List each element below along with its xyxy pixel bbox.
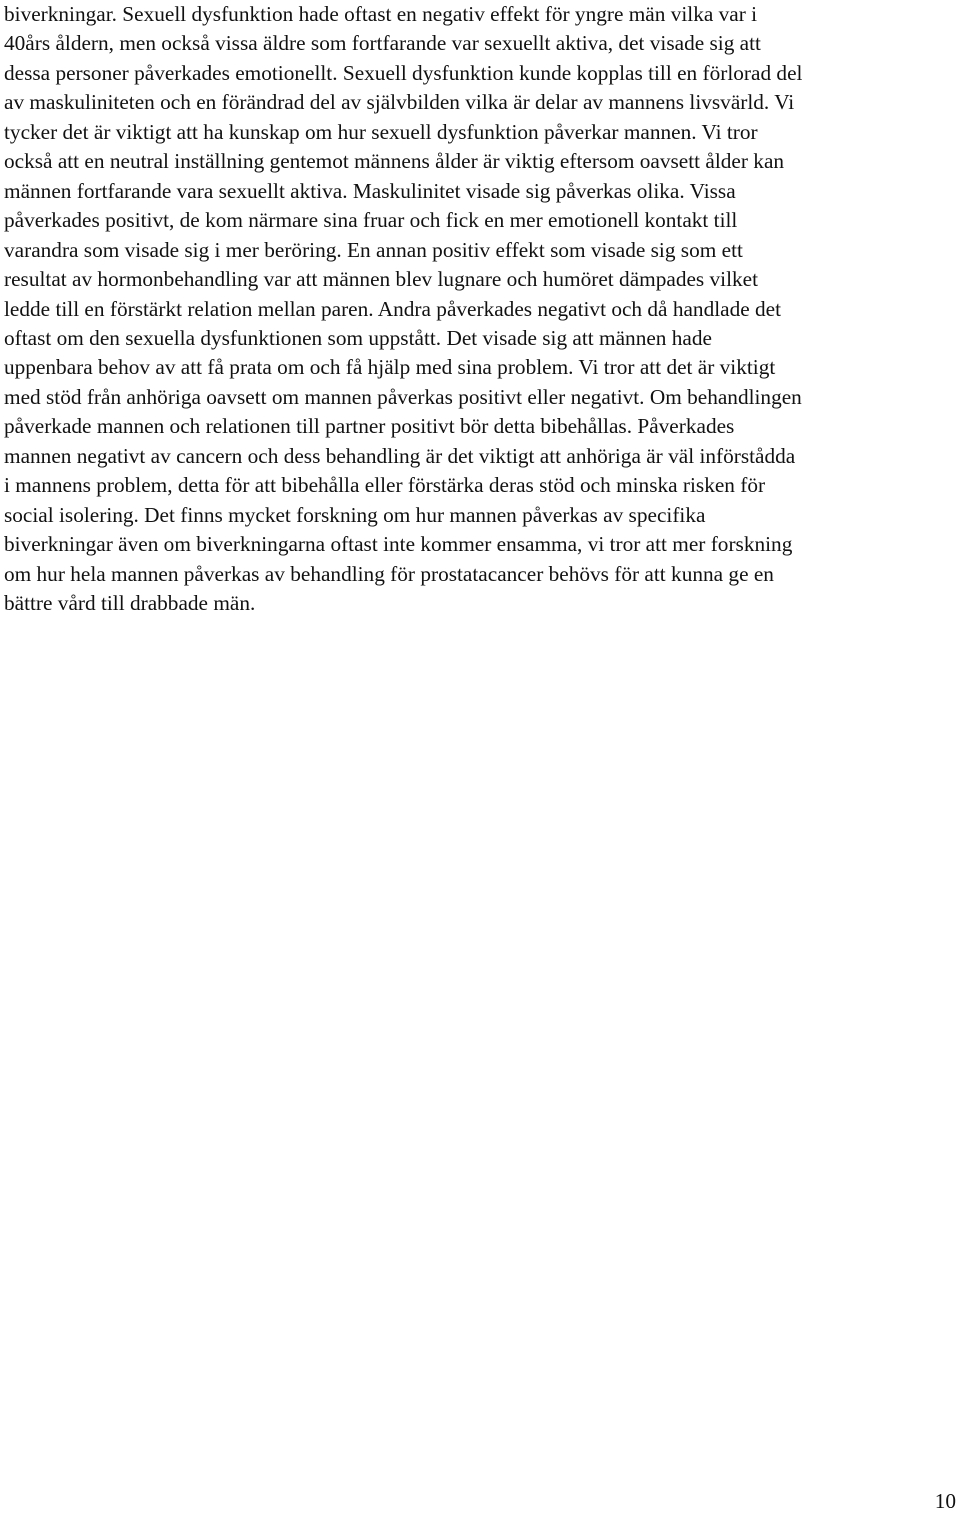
text-line: dessa personer påverkades emotionellt. Sexuell dysfunktion kunde kopplas till en förlorad del: [4, 60, 803, 85]
text-line: 40års åldern, men också vissa äldre som fortfarande var sexuellt aktiva, det visade sig att: [4, 31, 761, 56]
text-line: påverkade mannen och relationen till partner positivt bör detta bibehållas. Påverkades: [4, 414, 735, 439]
text-line: resultat av hormonbehandling var att männen blev lugnare och humöret dämpades vilket: [4, 267, 759, 292]
text-line: tycker det är viktigt att ha kunskap om hur sexuell dysfunktion påverkar mannen. Vi tror: [4, 119, 758, 144]
text-line: påverkades positivt, de kom närmare sina fruar och fick en mer emotionell kontakt till: [4, 208, 738, 233]
text-line: varandra som visade sig i mer beröring. En annan positiv effekt som visade sig som ett: [4, 237, 743, 262]
text-line: oftast om den sexuella dysfunktionen som uppstått. Det visade sig att männen hade: [4, 325, 712, 350]
text-line: biverkningar. Sexuell dysfunktion hade oftast en negativ effekt för yngre män vilka var i: [4, 2, 758, 26]
text-line: bättre vård till drabbade män.: [4, 591, 256, 616]
text-line: om hur hela mannen påverkas av behandling för prostatacancer behövs för att kunna ge en: [4, 561, 774, 586]
text-line: biverkningar även om biverkningarna oftast inte kommer ensamma, vi tror att mer forskning: [4, 532, 793, 557]
page-number: 10: [934, 1489, 956, 1513]
text-line: social isolering. Det finns mycket forskning om hur mannen påverkas av specifika: [4, 502, 706, 527]
text-line: männen fortfarande vara sexuellt aktiva. Maskulinitet visade sig påverkas olika. Vissa: [4, 178, 736, 203]
text-line: mannen negativt av cancern och dess behandling är det viktigt att anhöriga är väl införstådda: [4, 443, 796, 468]
body-paragraph: [4, 0, 956, 619]
text-line: uppenbara behov av att få prata om och få hjälp med sina problem. Vi tror att det är viktigt: [4, 355, 776, 380]
text-line: i mannens problem, detta för att bibehålla eller förstärka deras stöd och minska risken för: [4, 473, 766, 498]
text-line: med stöd från anhöriga oavsett om mannen påverkas positivt eller negativt. Om behandlingen: [4, 384, 802, 409]
text-line: också att en neutral inställning gentemot männens ålder är viktig eftersom oavsett ålder kan: [4, 149, 785, 174]
text-line: av maskuliniteten och en förändrad del av självbilden vilka är delar av mannens livsvärld. Vi: [4, 90, 795, 115]
text-line: ledde till en förstärkt relation mellan paren. Andra påverkades negativt och då handlade det: [4, 296, 782, 321]
